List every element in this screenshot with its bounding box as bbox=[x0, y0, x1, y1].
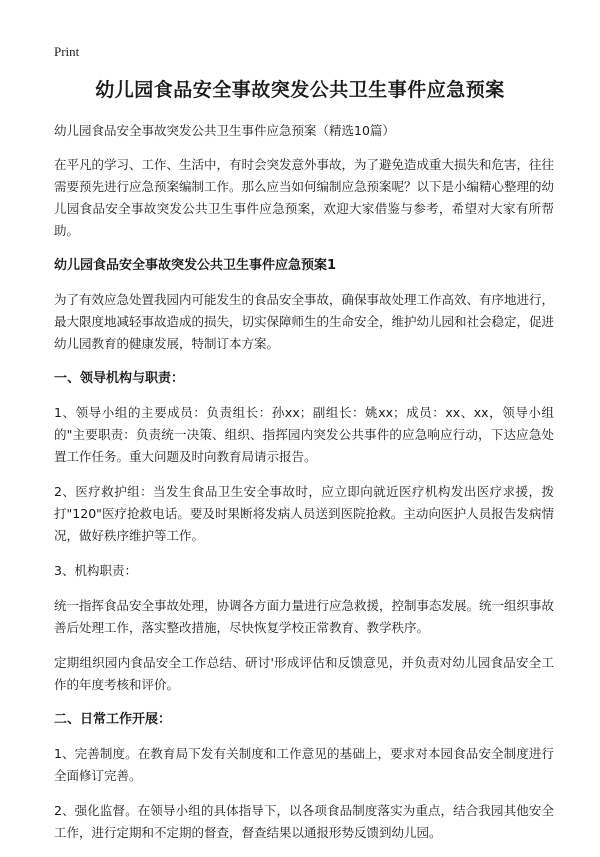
part2-heading: 二、日常工作开展： bbox=[54, 712, 172, 727]
document-body bbox=[54, 120, 554, 857]
daily-work-paragraph-1: 1、完善制度。在教育局下发有关制度和工作意见的基础上，要求对本园食品安全制度进行全面修订完善。 bbox=[54, 746, 554, 783]
section-heading: 幼儿园食品安全事故突发公共卫生事件应急预案1 bbox=[54, 258, 337, 273]
duties-label: 3、机构职责： bbox=[54, 563, 137, 578]
leadership-group-paragraph: 1、领导小组的主要成员：负责组长：孙xx；副组长：姚xx；成员：xx、xx，领导小组的"主要职责：负责统一决策、组织、指挥园内突发公共事件的应急响应行动，下达应急处置工作任务。重大问题及时向教育局请示报告。 bbox=[54, 405, 554, 464]
daily-work-paragraph-2: 2、强化监督。在领导小组的具体指导下，以各项食品制度落实为重点，结合我园其他安全工作，进行定期和不定期的督查，督查结果以通报形势反馈到幼儿园。 bbox=[54, 803, 554, 840]
document-subtitle: 幼儿园食品安全事故突发公共卫生事件应急预案（精选10篇） bbox=[54, 123, 395, 138]
purpose-paragraph: 为了有效应急处置我园内可能发生的食品安全事故，确保事故处理工作高效、有序地进行，最大限度地减轻事故造成的损失，切实保障师生的生命安全，维护幼儿园和社会稳定，促进幼儿园教育的健康发展，特制订本方案。 bbox=[54, 292, 555, 351]
part1-heading: 一、领导机构与职责： bbox=[54, 371, 185, 386]
duty-paragraph-2: 定期组织园内食品安全工作总结、研讨'形成评估和反馈意见，并负责对幼儿园食品安全工作的年度考核和评价。 bbox=[54, 655, 554, 692]
intro-paragraph: 在平凡的学习、工作、生活中，有时会突发意外事故，为了避免造成重大损失和危害，往往需要预先进行应急预案编制工作。那么应当如何编制应急预案呢？以下是小编精心整理的幼儿园食品安全事故突发公共卫生事件应急预案，欢迎大家借鉴与参考，希望对大家有所帮助。 bbox=[54, 157, 555, 238]
print-link[interactable]: Print bbox=[54, 44, 80, 59]
medical-team-paragraph: 2、医疗救护组：当发生食品卫生安全事故时，应立即向就近医疗机构发出医疗求援，拨打"120"医疗抢救电话。要及时果断将发病人员送到医院抢救。主动向医护人员报告发病情况，做好秩序维护等工作。 bbox=[54, 484, 554, 543]
document-title: 幼儿园食品安全事故突发公共卫生事件应急预案 bbox=[95, 79, 505, 101]
duty-paragraph-1: 统一指挥食品安全事故处理，协调各方面力量进行应急救援，控制事态发展。统一组织事故善后处理工作，落实整改措施，尽快恢复学校正常教育、教学秩序。 bbox=[54, 598, 555, 635]
